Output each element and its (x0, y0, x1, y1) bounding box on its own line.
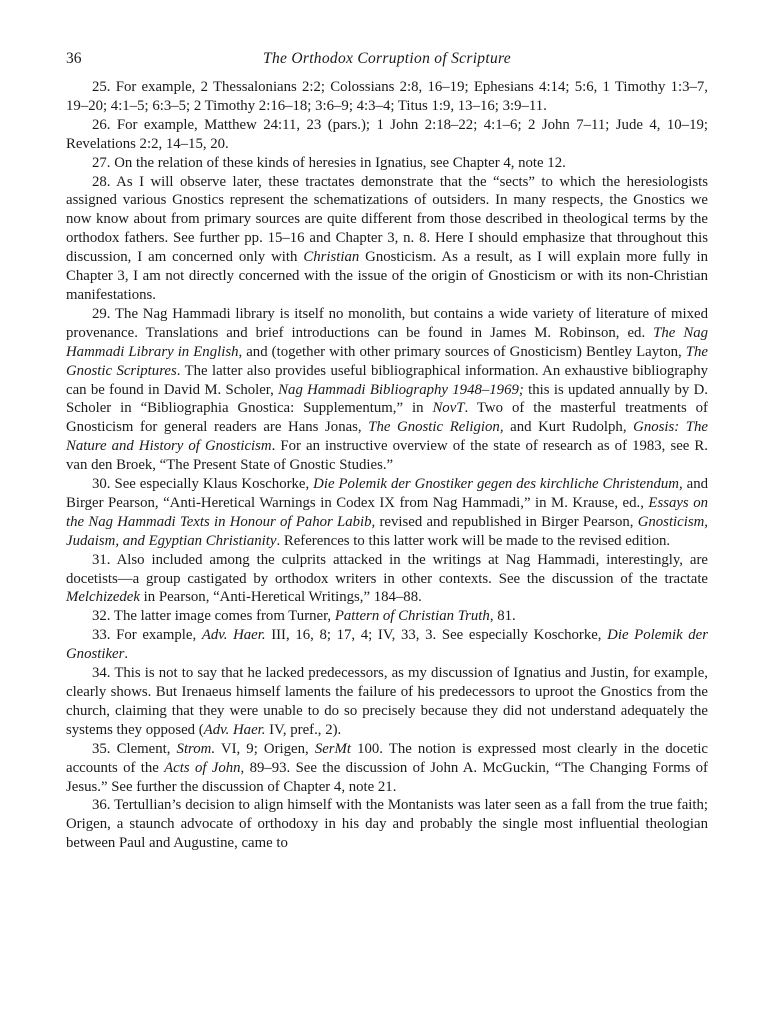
endnote-italic-text: Christian (303, 249, 360, 266)
endnote (66, 664, 708, 740)
endnote-text: VI, 9; Origen, (215, 740, 315, 757)
endnote (66, 796, 708, 853)
endnote-text: , 81. (489, 608, 516, 625)
endnote-italic-text: Adv. Haer. (201, 627, 266, 644)
endnote-text: . For an instructive overview of the state of research as of 1983, see R. van den Broek, “The Present State of Gnostic Studies.” (66, 438, 708, 474)
endnote (66, 173, 708, 305)
endnote-italic-text: Strom. (176, 740, 216, 757)
endnote-text: 26. For example, Matthew 24:11, 23 (pars.); 1 John 2:18–22; 4:1–6; 2 John 7–11; Jude 4, 10–19; Revelations 2:2, 14–15, 20. (66, 116, 708, 152)
endnote-italic-text: Gnosticism, Judaism, and Egyptian Christianity (66, 513, 708, 549)
endnote-italic-text: Adv. Haer. (203, 721, 266, 738)
endnote-text: IV, pref., 2). (265, 721, 342, 738)
endnote-text: 36. Tertullian’s decision to align himself with the Montanists was later seen as a fall from the true faith; Origen, a staunch advocate of orthodoxy in his day and probably the single most influential theologian between Paul and Augustine, came to (66, 797, 708, 852)
endnote-italic-text: Die Polemik der Gnostiker (66, 627, 709, 663)
endnote-text: III, 16, 8; 17, 4; IV, 33, 3. See especially Koschorke, (265, 627, 608, 644)
endnote-italic-text: Gnosis: The Nature and History of Gnosticism (66, 419, 708, 455)
endnote-text: . The latter also provides useful bibliographical information. An exhaustive bibliography can be found in David M. Scholer, (66, 362, 708, 398)
endnote (66, 154, 708, 173)
running-head (66, 48, 708, 70)
endnote-italic-text: SerMt (314, 740, 351, 757)
endnote-text: Gnosticism. As a result, as I will explain more fully in Chapter 3, I am not directly concerned with the issue of the origin of Gnosticism or with its non-Christian manifestations. (66, 249, 708, 303)
endnote-italic-text: Die Polemik der Gnostiker gegen des kirchliche Christendum, (313, 476, 683, 493)
endnote-italic-text: Pattern of Christian Truth (334, 608, 490, 625)
endnote-italic-text: The Gnostic Religion, (368, 419, 504, 436)
book-title: The Orthodox Corruption of Scripture (263, 50, 511, 67)
endnote-text: 31. Also included among the culprits attacked in the writings at Nag Hammadi, interestingly, are docetists—a group castigated by orthodox writers in other contexts. See the discussion of the tractate (66, 551, 708, 587)
endnote (66, 740, 708, 797)
endnote-text: 28. As I will observe later, these tractates demonstrate that the “sects” to which the heresiologists assigned various Gnostics represent the schematizations of outsiders. In many respects, the Gnostics we now know about from primary sources are quite different from those described in theological terms by the orthodox fathers. See further pp. 15–16 and Chapter 3, n. 8. Here I should emphasize that throughout this discussion, I am concerned only with (66, 173, 708, 266)
endnote-text: 25. For example, 2 Thessalonians 2:2; Colossians 2:8, 16–19; Ephesians 4:14; 5:6, 1 Timothy 1:3–7, 19–20; 4:1–5; 6:3–5; 2 Timothy 2:16–18; 3:6–9; 4:3–4; Titus 1:9, 13–16; 3:9–11. (66, 79, 708, 114)
endnote-text: 100. The notion is expressed most clearly in the docetic accounts of the (66, 740, 708, 776)
book-page (66, 48, 708, 853)
endnote-text: 32. The latter image comes from Turner, (92, 608, 335, 625)
endnote-text: 29. The Nag Hammadi library is itself no monolith, but contains a wide variety of literature of mixed provenance. Translations and brief introductions can be found in James M. Robinson, ed. (66, 305, 708, 341)
endnote-italic-text: Nag Hammadi Bibliography 1948–1969; (278, 381, 524, 398)
endnote-text: revised and republished in Birger Pearson, (375, 513, 638, 530)
endnote (66, 551, 708, 608)
endnote-text: 35. Clement, (92, 740, 177, 757)
endnote (66, 116, 708, 154)
endnote (66, 607, 708, 626)
page-number: 36 (66, 50, 82, 67)
endnote-italic-text: Essays on the Nag Hammadi Texts in Honour of Pahor Labib, (66, 494, 708, 530)
endnote-text: this is updated annually by D. Scholer in “Bibliographia Gnostica: Supplementum,” in (66, 381, 708, 417)
endnote-text: in Pearson, “Anti-Heretical Writings,” 184–88. (139, 589, 422, 606)
endnote-text: and Kurt Rudolph, (503, 419, 634, 436)
endnote-text: . (124, 646, 129, 663)
endnote-text: . References to this latter work will be made to the revised edition. (276, 532, 671, 549)
endnote-text: 27. On the relation of these kinds of heresies in Ignatius, see Chapter 4, note 12. (92, 154, 566, 171)
endnotes-list (66, 78, 708, 853)
endnote-text: and Birger Pearson, “Anti-Heretical Warnings in Codex IX from Nag Hammadi,” in M. Krause, ed., (66, 476, 708, 511)
endnote-text: 34. This is not to say that he lacked predecessors, as my discussion of Ignatius and Justin, for example, clearly shows. But Irenaeus himself laments the failure of his predecessors to uproot the Gnostics from the church, claiming that they were unable to do so precisely because they did not understand adequately the systems they opposed ( (66, 665, 708, 738)
endnote-text: . Two of the masterful treatments of Gnosticism for general readers are Hans Jonas, (66, 400, 708, 436)
endnote-italic-text: The Nag Hammadi Library in English (66, 324, 708, 360)
endnote-text: , 89–93. See the discussion of John A. McGuckin, “The Changing Forms of Jesus.” See further the discussion of Chapter 4, note 21. (66, 759, 708, 795)
endnote-text: 33. For example, (92, 627, 202, 644)
endnote-italic-text: NovT (432, 400, 465, 417)
endnote (66, 626, 708, 664)
endnote-text: 30. See especially Klaus Koschorke, (92, 476, 314, 493)
endnote-italic-text: Acts of John (164, 759, 241, 776)
endnote-italic-text: The Gnostic Scriptures (66, 343, 708, 379)
endnote-text: , and (together with other primary sources of Gnosticism) Bentley Layton, (238, 343, 686, 360)
endnote (66, 475, 708, 551)
endnote-italic-text: Melchizedek (66, 589, 140, 606)
endnote (66, 305, 708, 475)
endnote (66, 78, 708, 116)
